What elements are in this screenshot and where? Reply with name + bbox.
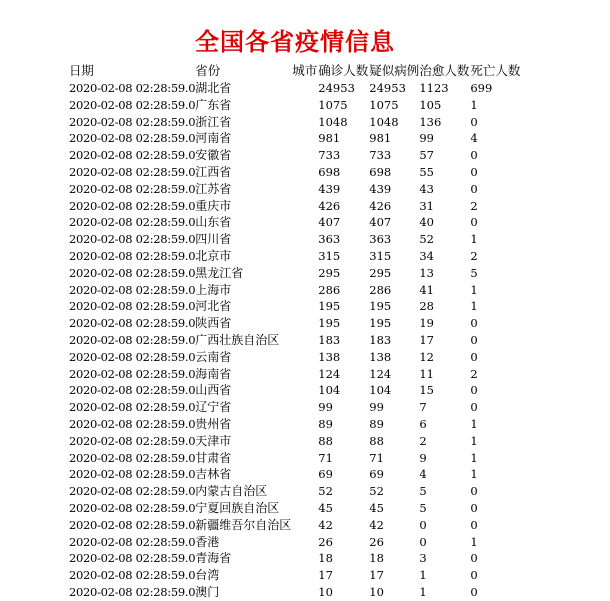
cell-cured: 13 [419, 265, 434, 280]
cell-province: 宁夏回族自治区 [195, 500, 280, 515]
cell-city [292, 265, 318, 282]
cell-dead: 0 [470, 500, 478, 515]
cell-date: 2020-02-08 02:28:59.0 [69, 97, 196, 112]
cell-province: 天津市 [195, 433, 232, 448]
cell-city [292, 332, 318, 349]
header-province: 省份 [195, 63, 221, 78]
cell-confirmed: 286 [318, 282, 341, 297]
cell-province: 陕西省 [195, 316, 232, 331]
cell-date: 2020-02-08 02:28:59.0 [69, 232, 196, 247]
cell-suspected: 439 [369, 181, 392, 196]
table-row [69, 181, 520, 198]
cell-date: 2020-02-08 02:28:59.0 [69, 383, 196, 398]
table-row [69, 147, 520, 164]
cell-confirmed: 1048 [318, 114, 348, 129]
cell-cured: 40 [419, 215, 434, 230]
cell-date: 2020-02-08 02:28:59.0 [69, 282, 196, 297]
cell-suspected: 104 [369, 383, 392, 398]
cell-suspected: 286 [369, 282, 392, 297]
cell-date: 2020-02-08 02:28:59.0 [69, 416, 196, 431]
cell-dead: 0 [470, 484, 478, 499]
cell-city [292, 130, 318, 147]
cell-dead: 1 [470, 232, 478, 247]
cell-confirmed: 99 [318, 400, 333, 415]
page-title: 全国各省疫情信息 [195, 27, 395, 57]
cell-suspected: 42 [369, 517, 384, 532]
cell-confirmed: 1075 [318, 97, 348, 112]
cell-date: 2020-02-08 02:28:59.0 [69, 568, 196, 583]
table-row [69, 416, 520, 433]
cell-cured: 34 [419, 248, 434, 263]
table-row [69, 97, 520, 114]
header-row [69, 60, 520, 80]
cell-confirmed: 26 [318, 534, 333, 549]
table-row [69, 466, 520, 483]
cell-date: 2020-02-08 02:28:59.0 [69, 164, 196, 179]
cell-suspected: 71 [369, 450, 384, 465]
header-dead: 死亡人数 [470, 63, 521, 78]
table-row [69, 130, 520, 147]
cell-suspected: 138 [369, 349, 392, 364]
cell-suspected: 89 [369, 416, 384, 431]
cell-province: 江西省 [195, 164, 232, 179]
cell-province: 青海省 [195, 551, 232, 566]
cell-city [292, 147, 318, 164]
cell-suspected: 195 [369, 299, 392, 314]
cell-dead: 1 [470, 433, 478, 448]
cell-city [292, 80, 318, 97]
cell-dead: 1 [470, 299, 478, 314]
cell-dead: 699 [470, 81, 493, 95]
cell-date: 2020-02-08 02:28:59.0 [69, 534, 196, 549]
cell-dead: 0 [470, 164, 478, 179]
cell-suspected: 363 [369, 232, 392, 247]
cell-suspected: 17 [369, 568, 384, 583]
cell-suspected: 1075 [369, 97, 399, 112]
cell-province: 北京市 [195, 248, 232, 263]
cell-dead: 2 [470, 366, 478, 381]
table-row [69, 584, 520, 601]
cell-date: 2020-02-08 02:28:59.0 [69, 332, 196, 347]
cell-city [292, 466, 318, 483]
cell-date: 2020-02-08 02:28:59.0 [69, 248, 196, 263]
cell-province: 新疆维吾尔自治区 [195, 517, 292, 532]
table-row [69, 114, 520, 131]
header-cured: 治愈人数 [419, 63, 470, 78]
cell-date: 2020-02-08 02:28:59.0 [69, 366, 196, 381]
cell-city [292, 97, 318, 114]
cell-province: 澳门 [195, 584, 220, 599]
cell-province: 甘肃省 [195, 450, 232, 465]
cell-city [292, 366, 318, 383]
cell-province: 湖北省 [195, 81, 232, 95]
cell-province: 香港 [195, 534, 220, 549]
cell-date: 2020-02-08 02:28:59.0 [69, 131, 196, 146]
cell-cured: 31 [419, 198, 434, 213]
table-row [69, 282, 520, 299]
cell-city [292, 399, 318, 416]
cell-dead: 5 [470, 265, 478, 280]
cell-confirmed: 426 [318, 198, 341, 213]
cell-cured: 136 [419, 114, 442, 129]
cell-suspected: 88 [369, 433, 384, 448]
cell-dead: 0 [470, 316, 478, 331]
table-body [69, 80, 520, 601]
cell-date: 2020-02-08 02:28:59.0 [69, 316, 196, 331]
cell-city [292, 550, 318, 567]
cell-cured: 28 [419, 299, 434, 314]
epidemic-table [69, 60, 520, 601]
cell-date: 2020-02-08 02:28:59.0 [69, 500, 196, 515]
cell-province: 黑龙江省 [195, 265, 244, 280]
cell-city [292, 517, 318, 534]
cell-date: 2020-02-08 02:28:59.0 [69, 467, 196, 482]
cell-dead: 0 [470, 349, 478, 364]
cell-date: 2020-02-08 02:28:59.0 [69, 265, 196, 280]
cell-city [292, 416, 318, 433]
cell-confirmed: 981 [318, 131, 341, 146]
header-date: 日期 [69, 63, 94, 78]
cell-province: 安徽省 [195, 148, 232, 163]
cell-province: 广西壮族自治区 [195, 332, 280, 347]
cell-suspected: 69 [369, 467, 384, 482]
cell-cured: 41 [419, 282, 434, 297]
cell-date: 2020-02-08 02:28:59.0 [69, 349, 196, 364]
cell-city [292, 298, 318, 315]
cell-city [292, 349, 318, 366]
cell-province: 辽宁省 [195, 400, 232, 415]
cell-city [292, 282, 318, 299]
cell-date: 2020-02-08 02:28:59.0 [69, 584, 196, 599]
cell-confirmed: 104 [318, 383, 341, 398]
cell-dead: 0 [470, 332, 478, 347]
cell-dead: 0 [470, 584, 478, 599]
cell-confirmed: 195 [318, 299, 341, 314]
cell-cured: 6 [419, 416, 427, 431]
cell-confirmed: 45 [318, 500, 333, 515]
cell-confirmed: 18 [318, 551, 333, 566]
cell-city [292, 584, 318, 601]
cell-dead: 1 [470, 467, 478, 482]
cell-cured: 17 [419, 332, 434, 347]
table-row [69, 315, 520, 332]
cell-cured: 5 [419, 500, 427, 515]
cell-confirmed: 88 [318, 433, 333, 448]
cell-dead: 1 [470, 97, 478, 112]
table-row [69, 164, 520, 181]
cell-province: 浙江省 [195, 114, 232, 129]
table-row [69, 433, 520, 450]
cell-cured: 1123 [419, 81, 449, 95]
cell-cured: 0 [419, 517, 427, 532]
cell-city [292, 450, 318, 467]
cell-province: 山西省 [195, 383, 232, 398]
cell-confirmed: 733 [318, 148, 341, 163]
cell-confirmed: 439 [318, 181, 341, 196]
cell-suspected: 24953 [369, 81, 406, 95]
cell-dead: 1 [470, 282, 478, 297]
cell-date: 2020-02-08 02:28:59.0 [69, 517, 196, 532]
cell-suspected: 733 [369, 148, 392, 163]
cell-city [292, 500, 318, 517]
cell-dead: 0 [470, 400, 478, 415]
cell-date: 2020-02-08 02:28:59.0 [69, 215, 196, 230]
cell-cured: 12 [419, 349, 434, 364]
cell-date: 2020-02-08 02:28:59.0 [69, 114, 196, 129]
cell-city [292, 198, 318, 215]
cell-city [292, 214, 318, 231]
cell-dead: 0 [470, 568, 478, 583]
cell-province: 广东省 [195, 97, 232, 112]
cell-province: 重庆市 [195, 198, 232, 213]
cell-dead: 1 [470, 416, 478, 431]
cell-confirmed: 69 [318, 467, 333, 482]
cell-suspected: 99 [369, 400, 384, 415]
cell-city [292, 382, 318, 399]
cell-dead: 0 [470, 181, 478, 196]
cell-province: 四川省 [195, 232, 232, 247]
cell-suspected: 10 [369, 584, 384, 599]
cell-cured: 9 [419, 450, 427, 465]
cell-confirmed: 89 [318, 416, 333, 431]
cell-province: 内蒙古自治区 [195, 484, 268, 499]
table-row [69, 265, 520, 282]
cell-province: 云南省 [195, 349, 232, 364]
cell-cured: 4 [419, 467, 427, 482]
cell-date: 2020-02-08 02:28:59.0 [69, 148, 196, 163]
cell-cured: 43 [419, 181, 434, 196]
cell-confirmed: 138 [318, 349, 341, 364]
table-row [69, 550, 520, 567]
cell-city [292, 534, 318, 551]
cell-suspected: 18 [369, 551, 384, 566]
cell-dead: 1 [470, 450, 478, 465]
table-row [69, 349, 520, 366]
cell-confirmed: 52 [318, 484, 333, 499]
cell-city [292, 231, 318, 248]
table-row [69, 332, 520, 349]
cell-suspected: 698 [369, 164, 392, 179]
cell-date: 2020-02-08 02:28:59.0 [69, 81, 196, 95]
header-city: 城市 [292, 63, 318, 78]
cell-province: 山东省 [195, 215, 232, 230]
cell-suspected: 45 [369, 500, 384, 515]
cell-dead: 2 [470, 198, 478, 213]
table-row [69, 248, 520, 265]
cell-dead: 1 [470, 534, 478, 549]
cell-dead: 0 [470, 517, 478, 532]
cell-confirmed: 183 [318, 332, 341, 347]
table-row [69, 80, 520, 97]
table-row [69, 231, 520, 248]
cell-suspected: 26 [369, 534, 384, 549]
cell-province: 江苏省 [195, 181, 232, 196]
header-confirmed: 确诊人数 [318, 63, 369, 78]
table-row [69, 567, 520, 584]
table-row [69, 382, 520, 399]
cell-cured: 19 [419, 316, 434, 331]
cell-city [292, 181, 318, 198]
cell-date: 2020-02-08 02:28:59.0 [69, 181, 196, 196]
cell-province: 台湾 [195, 568, 220, 583]
cell-date: 2020-02-08 02:28:59.0 [69, 299, 196, 314]
cell-confirmed: 295 [318, 265, 341, 280]
cell-city [292, 483, 318, 500]
cell-city [292, 164, 318, 181]
cell-confirmed: 24953 [318, 81, 355, 95]
table-row [69, 399, 520, 416]
cell-date: 2020-02-08 02:28:59.0 [69, 198, 196, 213]
cell-dead: 0 [470, 383, 478, 398]
cell-cured: 0 [419, 534, 427, 549]
cell-cured: 15 [419, 383, 434, 398]
cell-date: 2020-02-08 02:28:59.0 [69, 484, 196, 499]
cell-suspected: 1048 [369, 114, 399, 129]
table-row [69, 214, 520, 231]
table-row [69, 517, 520, 534]
cell-confirmed: 407 [318, 215, 341, 230]
table-row [69, 450, 520, 467]
table-header [69, 60, 520, 80]
cell-cured: 1 [419, 584, 427, 599]
table-row [69, 298, 520, 315]
cell-cured: 11 [419, 366, 434, 381]
cell-date: 2020-02-08 02:28:59.0 [69, 433, 196, 448]
cell-suspected: 183 [369, 332, 392, 347]
cell-dead: 2 [470, 248, 478, 263]
cell-province: 吉林省 [195, 467, 232, 482]
cell-confirmed: 315 [318, 248, 341, 263]
cell-confirmed: 10 [318, 584, 333, 599]
cell-cured: 105 [419, 97, 442, 112]
cell-confirmed: 195 [318, 316, 341, 331]
cell-date: 2020-02-08 02:28:59.0 [69, 450, 196, 465]
cell-province: 上海市 [195, 282, 232, 297]
cell-date: 2020-02-08 02:28:59.0 [69, 400, 196, 415]
cell-suspected: 295 [369, 265, 392, 280]
cell-confirmed: 698 [318, 164, 341, 179]
cell-cured: 52 [419, 232, 434, 247]
cell-confirmed: 17 [318, 568, 333, 583]
cell-dead: 4 [470, 131, 478, 146]
cell-province: 河南省 [195, 131, 232, 146]
cell-cured: 1 [419, 568, 427, 583]
cell-dead: 0 [470, 551, 478, 566]
cell-cured: 57 [419, 148, 434, 163]
cell-suspected: 407 [369, 215, 392, 230]
cell-cured: 55 [419, 164, 434, 179]
cell-cured: 99 [419, 131, 434, 146]
cell-suspected: 981 [369, 131, 392, 146]
cell-cured: 3 [419, 551, 427, 566]
cell-cured: 5 [419, 484, 427, 499]
cell-confirmed: 363 [318, 232, 341, 247]
table-row [69, 534, 520, 551]
cell-dead: 0 [470, 215, 478, 230]
table-row [69, 483, 520, 500]
cell-suspected: 124 [369, 366, 392, 381]
table-row [69, 366, 520, 383]
cell-suspected: 195 [369, 316, 392, 331]
cell-city [292, 315, 318, 332]
cell-cured: 2 [419, 433, 427, 448]
cell-confirmed: 124 [318, 366, 341, 381]
cell-confirmed: 71 [318, 450, 333, 465]
cell-city [292, 248, 318, 265]
table-row [69, 198, 520, 215]
cell-province: 海南省 [195, 366, 232, 381]
cell-confirmed: 42 [318, 517, 333, 532]
header-suspected: 疑似病例 [369, 63, 420, 78]
cell-city [292, 433, 318, 450]
cell-date: 2020-02-08 02:28:59.0 [69, 551, 196, 566]
cell-dead: 0 [470, 148, 478, 163]
cell-dead: 0 [470, 114, 478, 129]
cell-suspected: 426 [369, 198, 392, 213]
cell-suspected: 315 [369, 248, 392, 263]
cell-city [292, 567, 318, 584]
cell-suspected: 52 [369, 484, 384, 499]
table-row [69, 500, 520, 517]
cell-province: 河北省 [195, 299, 232, 314]
cell-cured: 7 [419, 400, 427, 415]
cell-province: 贵州省 [195, 416, 232, 431]
cell-city [292, 114, 318, 131]
